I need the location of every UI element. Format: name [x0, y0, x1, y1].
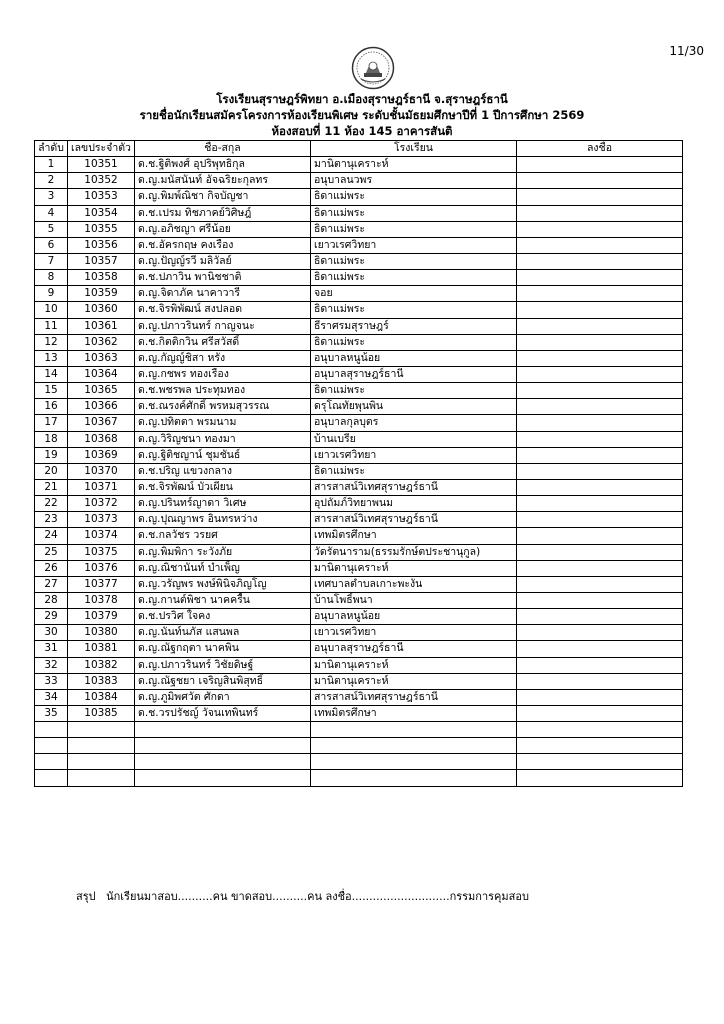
cell-student-id: 10364 — [68, 366, 135, 382]
cell-student-id: 10371 — [68, 479, 135, 495]
cell-student-id: 10358 — [68, 270, 135, 286]
cell-name: ด.ญ.วรัญพร พงษ์พินิจภิญโญ — [135, 576, 311, 592]
cell-signature — [517, 205, 683, 221]
table-row — [35, 528, 683, 544]
table-row — [35, 560, 683, 576]
cell-name: ด.ช.พชรพล ประทุมทอง — [135, 383, 311, 399]
cell-student-id: 10352 — [68, 173, 135, 189]
cell-student-id: 10377 — [68, 576, 135, 592]
cell-name — [135, 754, 311, 770]
table-row — [35, 754, 683, 770]
cell-student-id: 10369 — [68, 447, 135, 463]
table-row — [35, 722, 683, 738]
cell-student-id: 10355 — [68, 221, 135, 237]
cell-signature — [517, 286, 683, 302]
table-row — [35, 689, 683, 705]
cell-student-id: 10381 — [68, 641, 135, 657]
cell-student-id: 10382 — [68, 657, 135, 673]
cell-order: 9 — [35, 286, 68, 302]
cell-name: ด.ช.เปรม ทิชภาคย์วิศิษฎ์ — [135, 205, 311, 221]
table-row — [35, 205, 683, 221]
cell-signature — [517, 253, 683, 269]
cell-name: ด.ญ.กชพร ทองเรือง — [135, 366, 311, 382]
cell-order: 25 — [35, 544, 68, 560]
cell-signature — [517, 463, 683, 479]
cell-student-id: 10360 — [68, 302, 135, 318]
cell-signature — [517, 173, 683, 189]
cell-order: 1 — [35, 157, 68, 173]
table-row — [35, 173, 683, 189]
cell-name: ด.ญ.วิริญชนา ทองมา — [135, 431, 311, 447]
table-row — [35, 592, 683, 608]
document-title: รายชื่อนักเรียนสมัครโครงการห้องเรียนพิเศษ ระดับชั้นมัธยมศึกษาปีที่ 1 ปีการศึกษา 2569 — [139, 108, 585, 122]
cell-name: ด.ช.ปรวิศ ใจคง — [135, 609, 311, 625]
cell-name: ด.ญ.ปภาวรินทร์ กาญจนะ — [135, 318, 311, 334]
cell-order: 15 — [35, 383, 68, 399]
cell-order: 27 — [35, 576, 68, 592]
cell-name: ด.ญ.กานต์พิชา นาคครื้น — [135, 592, 311, 608]
cell-order: 20 — [35, 463, 68, 479]
cell-signature — [517, 641, 683, 657]
cell-name: ด.ช.ปภาวิน พานิชชาติ — [135, 270, 311, 286]
cell-school: ธิดาแม่พระ — [311, 270, 517, 286]
cell-student-id: 10351 — [68, 157, 135, 173]
cell-signature — [517, 366, 683, 382]
cell-signature — [517, 657, 683, 673]
cell-student-id: 10367 — [68, 415, 135, 431]
cell-student-id — [68, 722, 135, 738]
cell-name: ด.ช.กิตติกวิน ศรีสวัสดิ์ — [135, 334, 311, 350]
cell-name: ด.ญ.ฐิติชญาน์ ชุมชันธ์ — [135, 447, 311, 463]
cell-student-id: 10368 — [68, 431, 135, 447]
column-header-signature: ลงชื่อ — [517, 141, 683, 157]
cell-school: เยาวเรศวิทยา — [311, 237, 517, 253]
cell-name: ด.ญ.ปัญญ์รวี มลิวัลย์ — [135, 253, 311, 269]
cell-student-id: 10376 — [68, 560, 135, 576]
cell-student-id: 10363 — [68, 350, 135, 366]
table-header-row — [35, 141, 683, 157]
cell-signature — [517, 512, 683, 528]
cell-name: ด.ช.จิรพิพัฒน์ สงปลอด — [135, 302, 311, 318]
cell-signature — [517, 738, 683, 754]
cell-school: ธิดาแม่พระ — [311, 205, 517, 221]
cell-school: มานิตานุเคราะห์ — [311, 560, 517, 576]
cell-school — [311, 738, 517, 754]
cell-signature — [517, 770, 683, 786]
cell-signature — [517, 237, 683, 253]
table-row — [35, 738, 683, 754]
table-body — [35, 157, 683, 786]
table-row — [35, 463, 683, 479]
cell-student-id: 10362 — [68, 334, 135, 350]
cell-signature — [517, 592, 683, 608]
table-row — [35, 512, 683, 528]
cell-order: 4 — [35, 205, 68, 221]
table-row — [35, 157, 683, 173]
cell-school: เทพมิตรศึกษา — [311, 528, 517, 544]
cell-name: ด.ญ.ปรินทร์ญาดา วิเศษ — [135, 496, 311, 512]
cell-order: 13 — [35, 350, 68, 366]
cell-student-id: 10356 — [68, 237, 135, 253]
cell-school: อนุบาลหนูน้อย — [311, 350, 517, 366]
cell-name: ด.ช.ฐิติพงศ์ อุปริพุทธิกุล — [135, 157, 311, 173]
cell-school: มานิตานุเคราะห์ — [311, 157, 517, 173]
table-row — [35, 253, 683, 269]
cell-order: 26 — [35, 560, 68, 576]
cell-name: ด.ช.วรปรัชญ์ วัจนเทพินทร์ — [135, 705, 311, 721]
summary-line — [76, 887, 529, 905]
summary-text: นักเรียนมาสอบ..........คน ขาดสอบ..........คน ลงชื่อ............................กรรมการคุมสอบ — [106, 890, 529, 903]
cell-signature — [517, 383, 683, 399]
cell-order: 12 — [35, 334, 68, 350]
cell-name: ด.ญ.นันท์นภัส แสนพล — [135, 625, 311, 641]
cell-student-id: 10384 — [68, 689, 135, 705]
cell-school: ธิดาแม่พระ — [311, 189, 517, 205]
cell-school: อนุบาลหนูน้อย — [311, 609, 517, 625]
cell-signature — [517, 496, 683, 512]
cell-signature — [517, 528, 683, 544]
cell-order: 19 — [35, 447, 68, 463]
cell-school: สารสาสน์วิเทศสุราษฎร์ธานี — [311, 689, 517, 705]
table-row — [35, 609, 683, 625]
table-row — [35, 286, 683, 302]
page-number: 11/30 — [669, 44, 704, 58]
table-row — [35, 641, 683, 657]
cell-name: ด.ญ.ภูมิพศวัต ศักดา — [135, 689, 311, 705]
column-header-name: ชื่อ-สกุล — [135, 141, 311, 157]
cell-student-id: 10354 — [68, 205, 135, 221]
table-row — [35, 189, 683, 205]
cell-order: 3 — [35, 189, 68, 205]
cell-order: 17 — [35, 415, 68, 431]
cell-signature — [517, 722, 683, 738]
table-row — [35, 221, 683, 237]
cell-student-id — [68, 754, 135, 770]
cell-order: 24 — [35, 528, 68, 544]
cell-school: ธิดาแม่พระ — [311, 334, 517, 350]
cell-student-id: 10372 — [68, 496, 135, 512]
cell-school — [311, 770, 517, 786]
cell-name: ด.ญ.ปภาวรินทร์ วิชัยดิษฐ์ — [135, 657, 311, 673]
cell-order: 16 — [35, 399, 68, 415]
table-row — [35, 705, 683, 721]
cell-student-id: 10370 — [68, 463, 135, 479]
cell-order: 7 — [35, 253, 68, 269]
cell-student-id — [68, 770, 135, 786]
cell-student-id: 10379 — [68, 609, 135, 625]
cell-name: ด.ช.กลวัชร วรยศ — [135, 528, 311, 544]
cell-student-id: 10365 — [68, 383, 135, 399]
cell-school: ดรุโณทัยพุนพิน — [311, 399, 517, 415]
table-row — [35, 544, 683, 560]
cell-school — [311, 754, 517, 770]
cell-name — [135, 770, 311, 786]
cell-order: 5 — [35, 221, 68, 237]
column-header-order: ลำดับ — [35, 141, 68, 157]
cell-student-id: 10353 — [68, 189, 135, 205]
cell-order: 35 — [35, 705, 68, 721]
cell-name: ด.ญ.ณัฐชยา เจริญสินพิสุทธิ์ — [135, 673, 311, 689]
cell-signature — [517, 625, 683, 641]
cell-school: เทพมิตรศึกษา — [311, 705, 517, 721]
table-row — [35, 270, 683, 286]
cell-school: เยาวเรศวิทยา — [311, 447, 517, 463]
cell-name: ด.ญ.กัญญ์ชิสา หรัง — [135, 350, 311, 366]
cell-school — [311, 722, 517, 738]
cell-name: ด.ช.ปริญ แขวงกลาง — [135, 463, 311, 479]
table-row — [35, 302, 683, 318]
cell-name: ด.ญ.ณัฐกฤตา นาคพิน — [135, 641, 311, 657]
cell-signature — [517, 447, 683, 463]
exam-room-heading: ห้องสอบที่ 11 ห้อง 145 อาคารสันติ — [271, 124, 453, 138]
cell-signature — [517, 318, 683, 334]
table-row — [35, 625, 683, 641]
cell-name: ด.ญ.มนัสนันท์ อัจฉริยะกุลทร — [135, 173, 311, 189]
cell-student-id: 10361 — [68, 318, 135, 334]
student-roster-table — [34, 140, 683, 787]
cell-order: 10 — [35, 302, 68, 318]
cell-school: อนุบาลนวพร — [311, 173, 517, 189]
cell-name: ด.ญ.อภิชญา ศรีน้อย — [135, 221, 311, 237]
cell-school: ธิดาแม่พระ — [311, 302, 517, 318]
cell-student-id: 10385 — [68, 705, 135, 721]
table-row — [35, 399, 683, 415]
cell-school: สารสาสน์วิเทศสุราษฎร์ธานี — [311, 512, 517, 528]
cell-student-id: 10359 — [68, 286, 135, 302]
cell-school: จอย — [311, 286, 517, 302]
cell-name: ด.ญ.ปทิตตา พรมนาม — [135, 415, 311, 431]
cell-name: ด.ญ.พิมพิกา ระวังภัย — [135, 544, 311, 560]
cell-name: ด.ญ.ณิชานันท์ บำเพ็ญ — [135, 560, 311, 576]
cell-name — [135, 738, 311, 754]
cell-signature — [517, 544, 683, 560]
table-row — [35, 576, 683, 592]
cell-signature — [517, 609, 683, 625]
cell-signature — [517, 689, 683, 705]
cell-school: บ้านโพธิ์พนา — [311, 592, 517, 608]
cell-student-id: 10373 — [68, 512, 135, 528]
cell-student-id: 10357 — [68, 253, 135, 269]
cell-order: 28 — [35, 592, 68, 608]
table-row — [35, 415, 683, 431]
table-row — [35, 383, 683, 399]
cell-school: อนุบาลสุราษฎร์ธานี — [311, 641, 517, 657]
summary-label: สรุป — [76, 890, 96, 903]
column-header-school: โรงเรียน — [311, 141, 517, 157]
column-header-student-id: เลขประจำตัว — [68, 141, 135, 157]
cell-signature — [517, 479, 683, 495]
cell-signature — [517, 334, 683, 350]
cell-name: ด.ช.ณรงค์ศักดิ์ พรหมสุวรรณ — [135, 399, 311, 415]
table-row — [35, 447, 683, 463]
cell-school: ธีราศรมสุราษฎร์ — [311, 318, 517, 334]
cell-order: 14 — [35, 366, 68, 382]
cell-signature — [517, 270, 683, 286]
cell-student-id — [68, 738, 135, 754]
table-row — [35, 318, 683, 334]
table-row — [35, 350, 683, 366]
cell-order: 18 — [35, 431, 68, 447]
cell-student-id: 10383 — [68, 673, 135, 689]
cell-signature — [517, 560, 683, 576]
table-row — [35, 366, 683, 382]
cell-school: เยาวเรศวิทยา — [311, 625, 517, 641]
cell-student-id: 10378 — [68, 592, 135, 608]
cell-signature — [517, 431, 683, 447]
cell-order: 23 — [35, 512, 68, 528]
cell-order: 31 — [35, 641, 68, 657]
table-row — [35, 770, 683, 786]
cell-signature — [517, 705, 683, 721]
cell-signature — [517, 673, 683, 689]
cell-name: ด.ญ.ปุณญาพร อินทรหว่าง — [135, 512, 311, 528]
cell-school: อุปถัมภ์วิทยาพนม — [311, 496, 517, 512]
cell-order — [35, 722, 68, 738]
cell-name: ด.ญ.จิดาภัค นาคาวารี — [135, 286, 311, 302]
cell-order — [35, 754, 68, 770]
school-name-heading: โรงเรียนสุราษฎร์พิทยา อ.เมืองสุราษฎร์ธานี จ.สุราษฎร์ธานี — [216, 92, 508, 106]
cell-order — [35, 770, 68, 786]
cell-signature — [517, 576, 683, 592]
cell-student-id: 10366 — [68, 399, 135, 415]
cell-school: ธิดาแม่พระ — [311, 221, 517, 237]
cell-signature — [517, 754, 683, 770]
cell-order: 30 — [35, 625, 68, 641]
table-row — [35, 479, 683, 495]
cell-signature — [517, 221, 683, 237]
cell-name: ด.ช.อัครกฤษ คงเรือง — [135, 237, 311, 253]
cell-school: บ้านเบรีย — [311, 431, 517, 447]
cell-school: อนุบาลกุลบุตร — [311, 415, 517, 431]
cell-signature — [517, 302, 683, 318]
cell-signature — [517, 157, 683, 173]
cell-student-id: 10380 — [68, 625, 135, 641]
cell-school: มานิตานุเคราะห์ — [311, 657, 517, 673]
cell-signature — [517, 189, 683, 205]
cell-order: 33 — [35, 673, 68, 689]
cell-order: 6 — [35, 237, 68, 253]
table-row — [35, 431, 683, 447]
cell-name — [135, 722, 311, 738]
cell-student-id: 10375 — [68, 544, 135, 560]
table-row — [35, 673, 683, 689]
cell-name: ด.ญ.พิมพ์ณิชา กิจบัญชา — [135, 189, 311, 205]
cell-name: ด.ช.จิรพัฒน์ บัวเผียน — [135, 479, 311, 495]
cell-school: วัดรัตนาราม(ธรรมรักษ์ตประชานุกูล) — [311, 544, 517, 560]
cell-order: 34 — [35, 689, 68, 705]
cell-order — [35, 738, 68, 754]
table-row — [35, 496, 683, 512]
table-row — [35, 237, 683, 253]
cell-order: 22 — [35, 496, 68, 512]
cell-school: ธิดาแม่พระ — [311, 253, 517, 269]
cell-signature — [517, 415, 683, 431]
cell-school: เทศบาลตำบลเกาะพะงัน — [311, 576, 517, 592]
school-crest-icon — [351, 46, 395, 90]
cell-order: 29 — [35, 609, 68, 625]
cell-school: ธิดาแม่พระ — [311, 383, 517, 399]
cell-order: 32 — [35, 657, 68, 673]
cell-order: 8 — [35, 270, 68, 286]
table-row — [35, 657, 683, 673]
cell-school: สารสาสน์วิเทศสุราษฎร์ธานี — [311, 479, 517, 495]
cell-school: ธิดาแม่พระ — [311, 463, 517, 479]
cell-order: 2 — [35, 173, 68, 189]
cell-student-id: 10374 — [68, 528, 135, 544]
cell-school: มานิตานุเคราะห์ — [311, 673, 517, 689]
cell-signature — [517, 399, 683, 415]
cell-signature — [517, 350, 683, 366]
cell-order: 11 — [35, 318, 68, 334]
cell-school: อนุบาลสุราษฎร์ธานี — [311, 366, 517, 382]
table-row — [35, 334, 683, 350]
cell-order: 21 — [35, 479, 68, 495]
